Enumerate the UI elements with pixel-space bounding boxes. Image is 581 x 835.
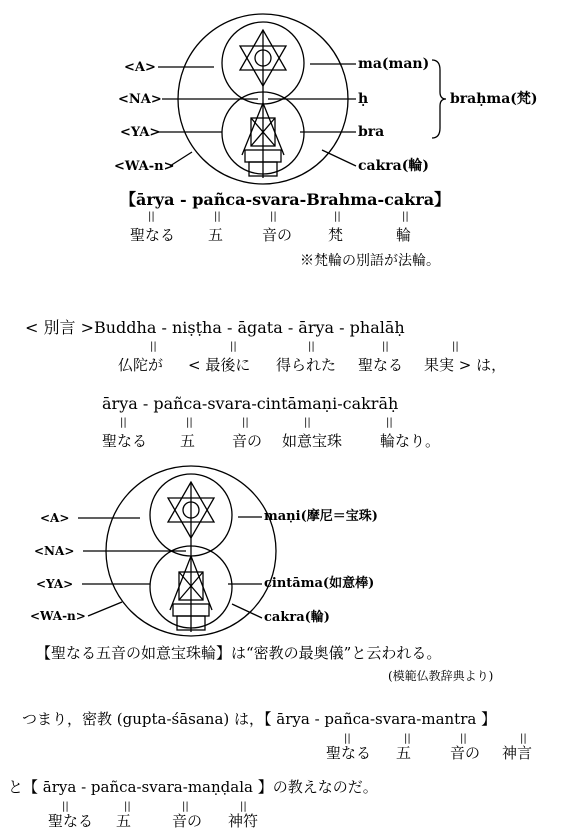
label-cakra-2: cakra(輪) <box>264 610 330 625</box>
gloss-word: 聖なる <box>358 356 404 374</box>
gloss-word: 音の <box>262 226 293 244</box>
eq-mark: || <box>308 341 315 352</box>
label-cintama: cintāma(如意棒) <box>264 576 375 591</box>
eq-mark: || <box>62 801 69 812</box>
eq-mark: || <box>386 417 393 428</box>
label-ma: ma(man) <box>358 56 430 72</box>
eq-mark: || <box>334 211 341 222</box>
label-ya: <YA> <box>120 125 161 140</box>
eq-mark: || <box>214 211 221 222</box>
label-ya-2: <YA> <box>36 577 74 591</box>
gloss-word: 五 <box>180 432 196 450</box>
label-mani: maṇi(摩尼＝宝珠) <box>264 509 378 524</box>
gloss-word: 輪なり。 <box>380 432 441 450</box>
label-a: <A> <box>124 60 156 75</box>
label-brahma: braḥma(梵) <box>450 91 538 107</box>
eq-mark: || <box>270 211 277 222</box>
block1-title: 【ārya - pañca-svara-Brahma-cakra】 <box>120 190 451 209</box>
eq-mark: || <box>120 417 127 428</box>
gloss-word: 聖なる <box>48 812 94 830</box>
eq-mark: || <box>344 733 351 744</box>
curly-bracket <box>432 60 446 138</box>
gloss-word: 五 <box>116 812 132 830</box>
block3-line: ārya - pañca-svara-cintāmaṇi-cakrāḥ <box>102 394 399 413</box>
source-note: (模範仏教辞典より) <box>388 669 494 683</box>
eq-mark: || <box>404 733 411 744</box>
gloss-word: 聖なる <box>326 744 372 762</box>
eq-mark: || <box>230 341 237 352</box>
eq-mark: || <box>186 417 193 428</box>
gloss-word: 果実 > は， <box>424 356 507 374</box>
gloss-word: 五 <box>208 226 224 244</box>
gloss-word: < 最後に <box>188 356 251 374</box>
label-bra: bra <box>358 124 385 140</box>
gloss-word: 輪 <box>396 226 412 244</box>
block2-line: < 別言 >Buddha - niṣṭha - āgata - ārya - phalāḥ <box>25 318 405 337</box>
eq-mark: || <box>304 417 311 428</box>
label-a-2: <A> <box>40 511 70 525</box>
gloss-word: 聖なる <box>102 432 148 450</box>
eq-mark: || <box>382 341 389 352</box>
eq-mark: || <box>402 211 409 222</box>
eq-mark: || <box>460 733 467 744</box>
gloss-word: 如意宝珠 <box>282 432 343 450</box>
eq-mark: || <box>242 417 249 428</box>
gloss-word: 神言 <box>502 744 533 762</box>
gloss-word: 音の <box>232 432 263 450</box>
gloss-word: 音の <box>450 744 481 762</box>
label-h: ḥ <box>358 91 369 107</box>
eq-mark: || <box>240 801 247 812</box>
label-na: <NA> <box>118 92 162 107</box>
block5-line: つまり，密教 (gupta-śāsana) は，【 ārya - pañca-svara-mantra 】 <box>22 710 497 728</box>
gloss-word: 仏陀が <box>118 356 164 374</box>
eq-mark: || <box>520 733 527 744</box>
label-na-2: <NA> <box>34 544 75 558</box>
gloss-word: 神符 <box>228 812 259 830</box>
gloss-word: 聖なる <box>130 226 176 244</box>
note: ※梵輪の別語が法輪。 <box>300 253 440 269</box>
label-cakra: cakra(輪) <box>358 158 429 174</box>
eq-mark: || <box>124 801 131 812</box>
label-wa-n-2: <WA-n> <box>30 609 86 623</box>
gloss-word: 五 <box>396 744 412 762</box>
gloss-word: 梵 <box>328 226 344 244</box>
label-wa-n: <WA-n> <box>114 159 175 174</box>
block6-line: と【 ārya - pañca-svara-maṇḍala 】の教えなのだ。 <box>8 778 378 796</box>
eq-mark: || <box>182 801 189 812</box>
eq-mark: || <box>148 211 155 222</box>
block4-line: 【聖なる五音の如意宝珠輪】は“密教の最奥儀”と云われる。 <box>36 644 442 662</box>
eq-mark: || <box>452 341 459 352</box>
eq-mark: || <box>150 341 157 352</box>
gloss-word: 得られた <box>276 356 337 374</box>
gloss-word: 音の <box>172 812 203 830</box>
